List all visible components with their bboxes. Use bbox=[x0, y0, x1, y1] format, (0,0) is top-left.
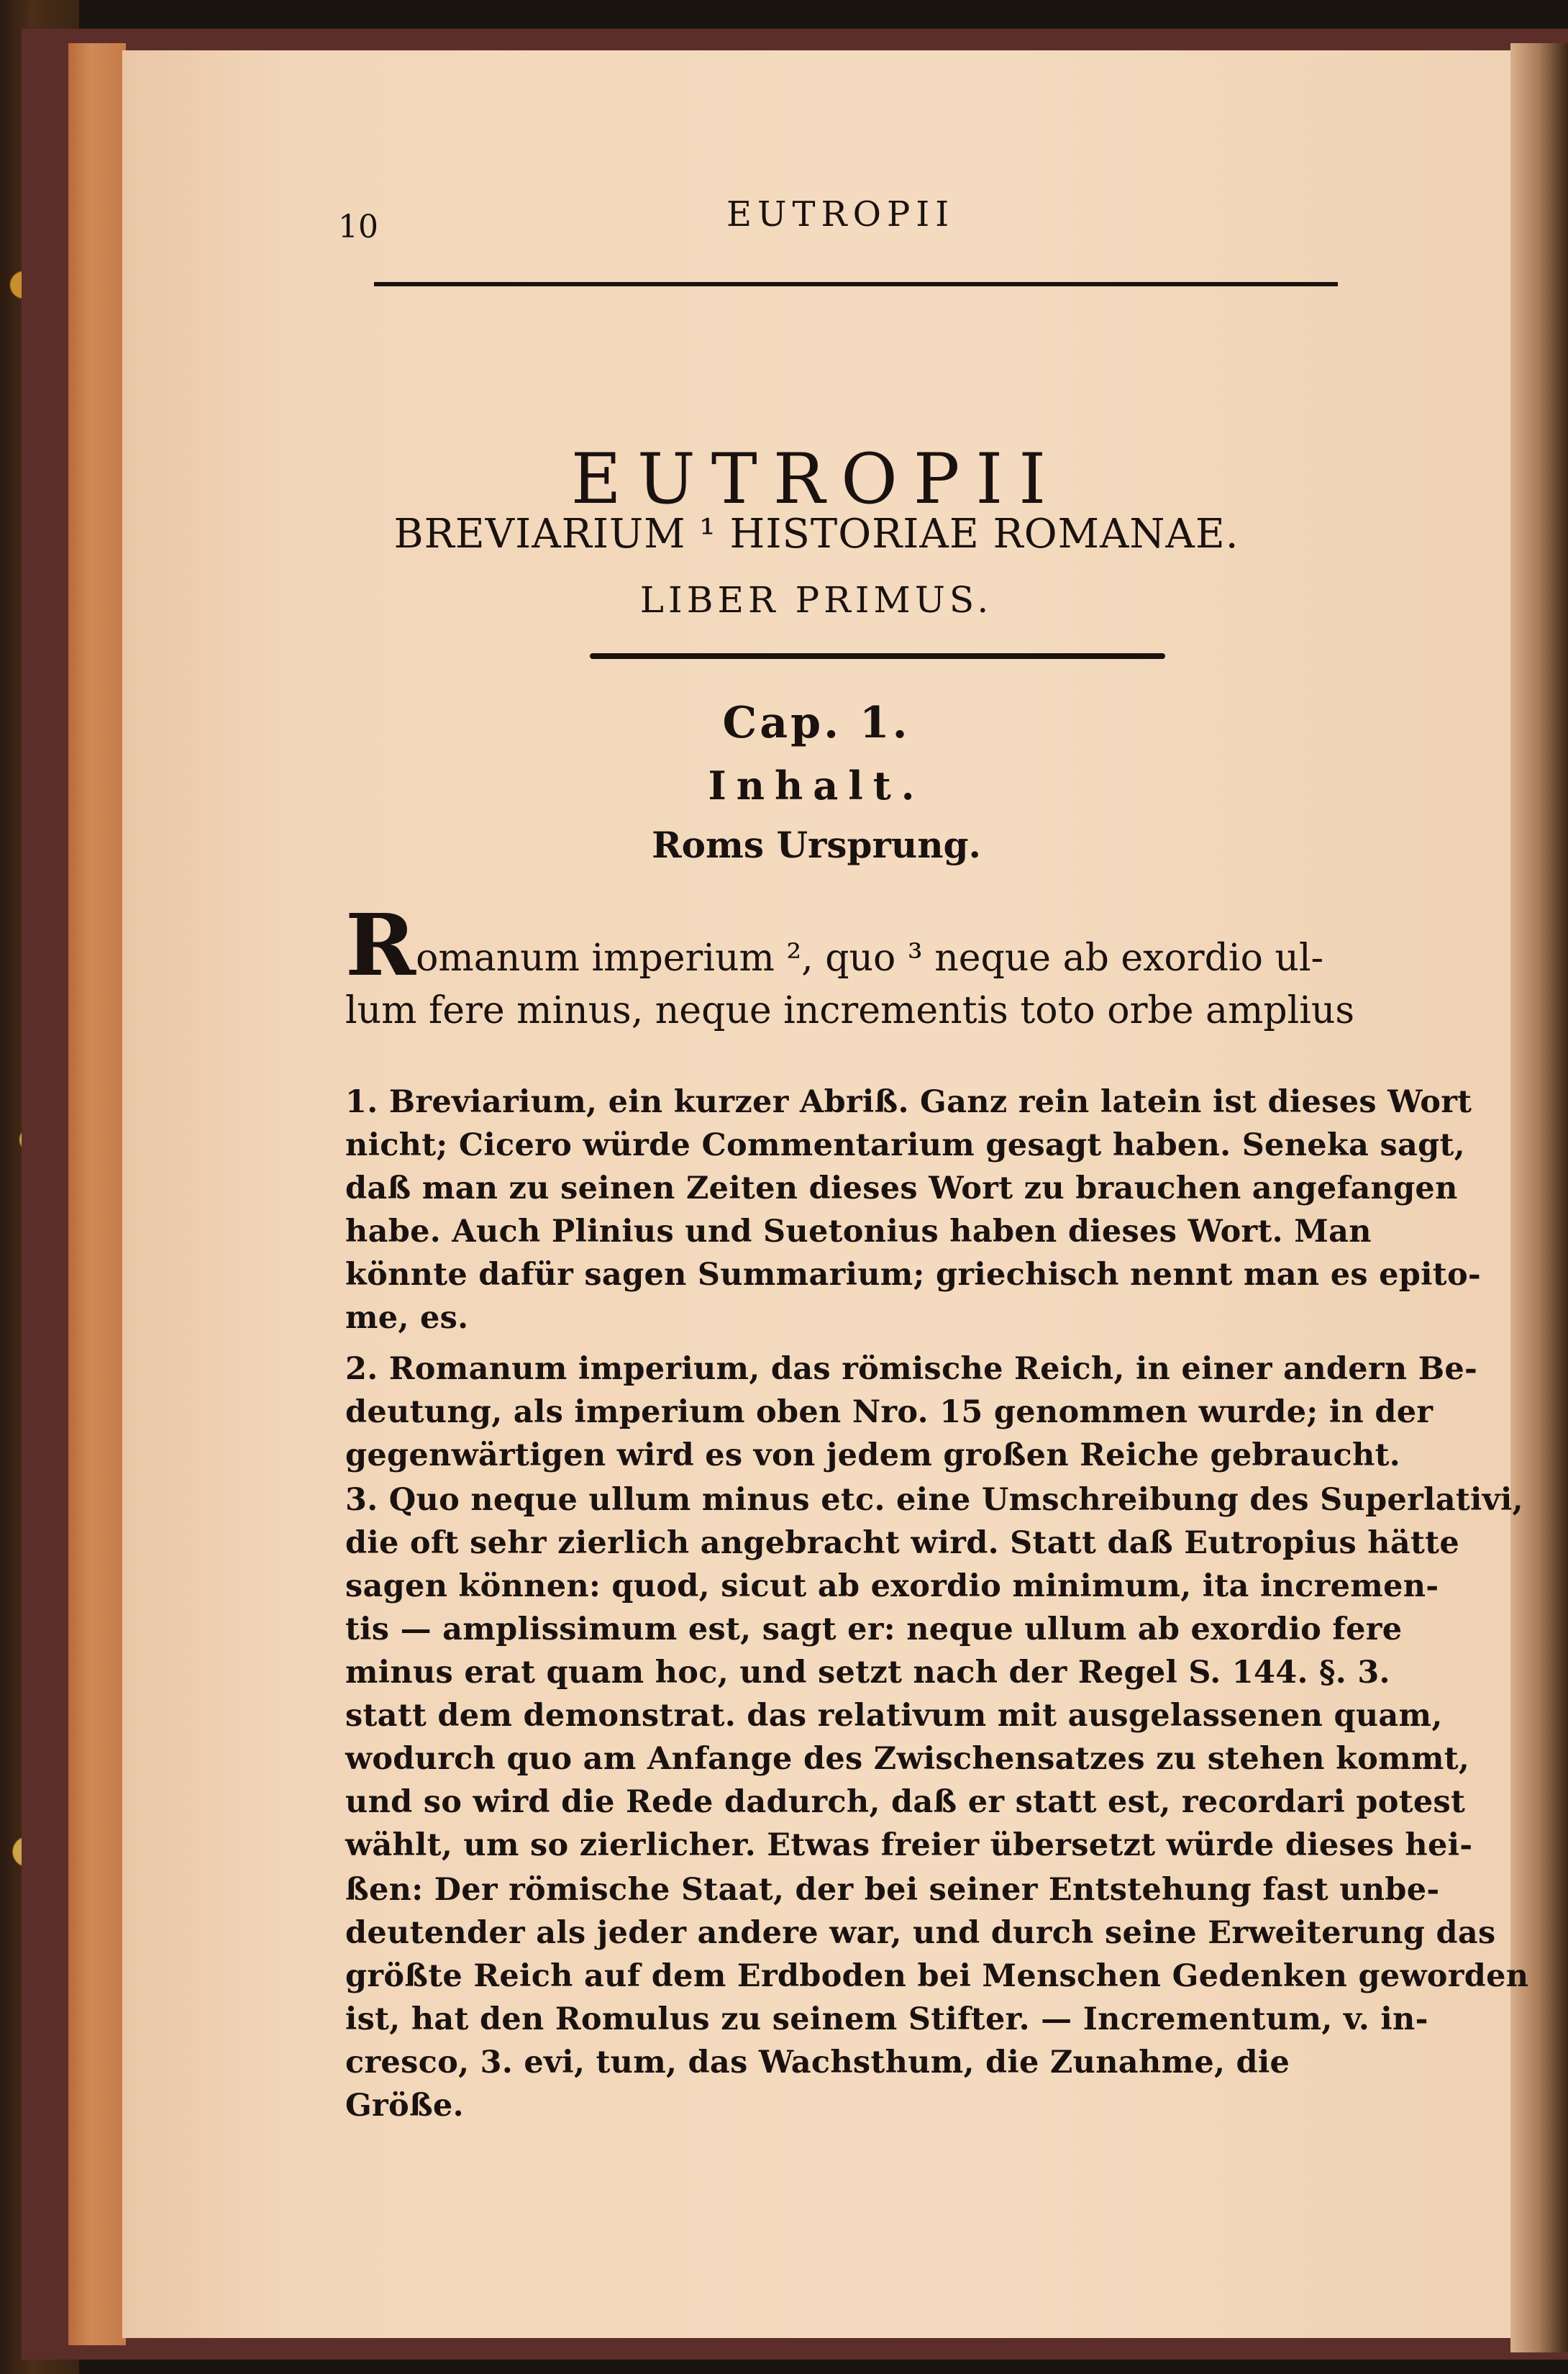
footnote-line: deutender als jeder andere war, und durch seine Erweiterung das bbox=[345, 1915, 1496, 1951]
contents-label: Inhalt. bbox=[708, 763, 925, 809]
drop-cap: R bbox=[345, 895, 416, 995]
footnote-line: und so wird die Rede dadurch, daß er statt est, recordari potest bbox=[345, 1784, 1466, 1820]
contents-summary: Roms Ursprung. bbox=[652, 824, 981, 866]
body-line-2: lum fere minus, neque incrementis toto orbe amplius bbox=[345, 989, 1355, 1032]
footnote-line: größte Reich auf dem Erdboden bei Menschen Gedenken geworden bbox=[345, 1958, 1529, 1994]
title-rule bbox=[590, 653, 1165, 659]
footnote-line: gegenwärtigen wird es von jedem großen Reiche gebraucht. bbox=[345, 1437, 1400, 1473]
footnote-line: sagen können: quod, sicut ab exordio minimum, ita incremen- bbox=[345, 1568, 1439, 1604]
page-edges bbox=[68, 43, 126, 2345]
footnote-line: daß man zu seinen Zeiten dieses Wort zu brauchen angefangen bbox=[345, 1170, 1458, 1206]
footnote-line: tis — amplissimum est, sagt er: neque ullum ab exordio fere bbox=[345, 1611, 1403, 1647]
header-rule bbox=[374, 282, 1338, 286]
footnote-line: die oft sehr zierlich angebracht wird. Statt daß Eutropius hätte bbox=[345, 1525, 1459, 1561]
footnote-line: könnte dafür sagen Summarium; griechisch nennt man es epito- bbox=[345, 1257, 1482, 1293]
footnote-line: habe. Auch Plinius und Suetonius haben dieses Wort. Man bbox=[345, 1214, 1372, 1250]
book-page bbox=[122, 50, 1529, 2338]
footnote-line: me, es. bbox=[345, 1300, 469, 1336]
footnote-line: minus erat quam hoc, und setzt nach der Regel S. 144. §. 3. bbox=[345, 1655, 1390, 1691]
body-line-1 bbox=[345, 895, 1525, 995]
footnote-line: 2. Romanum imperium, das römische Reich, in einer andern Be- bbox=[345, 1351, 1478, 1387]
footnote-line: deutung, als imperium oben Nro. 15 genommen wurde; in der bbox=[345, 1394, 1433, 1430]
chapter-heading: Cap. 1. bbox=[722, 698, 911, 748]
footnote-line: wodurch quo am Anfange des Zwischensatzes zu stehen kommt, bbox=[345, 1741, 1470, 1777]
footnote-line: cresco, 3. evi, tum, das Wachsthum, die Zunahme, die bbox=[345, 2045, 1290, 2080]
footnote-line: 3. Quo neque ullum minus etc. eine Umschreibung des Superlativi, bbox=[345, 1482, 1523, 1518]
footnote-line: Größe. bbox=[345, 2088, 464, 2124]
page-number: 10 bbox=[338, 209, 378, 245]
footnote-line: ßen: Der römische Staat, der bei seiner Entstehung fast unbe- bbox=[345, 1872, 1440, 1908]
footnote-line: 1. Breviarium, ein kurzer Abriß. Ganz rein latein ist dieses Wort bbox=[345, 1084, 1472, 1120]
work-title: EUTROPII bbox=[570, 439, 1062, 519]
footnote-line: ist, hat den Romulus zu seinem Stifter. — Incrementum, v. in- bbox=[345, 2001, 1428, 2037]
footnote-line: statt dem demonstrat. das relativum mit ausgelassenen quam, bbox=[345, 1698, 1443, 1734]
work-subtitle: BREVIARIUM ¹ HISTORIAE ROMANAE. bbox=[393, 511, 1239, 558]
running-title: EUTROPII bbox=[726, 194, 955, 235]
footnote-line: wählt, um so zierlicher. Etwas freier übersetzt würde dieses hei- bbox=[345, 1827, 1473, 1863]
book-label: LIBER PRIMUS. bbox=[639, 579, 993, 621]
footnote-line: nicht; Cicero würde Commentarium gesagt haben. Seneka sagt, bbox=[345, 1127, 1465, 1163]
body-text: omanum imperium ², quo ³ neque ab exordio ul- bbox=[416, 937, 1324, 980]
